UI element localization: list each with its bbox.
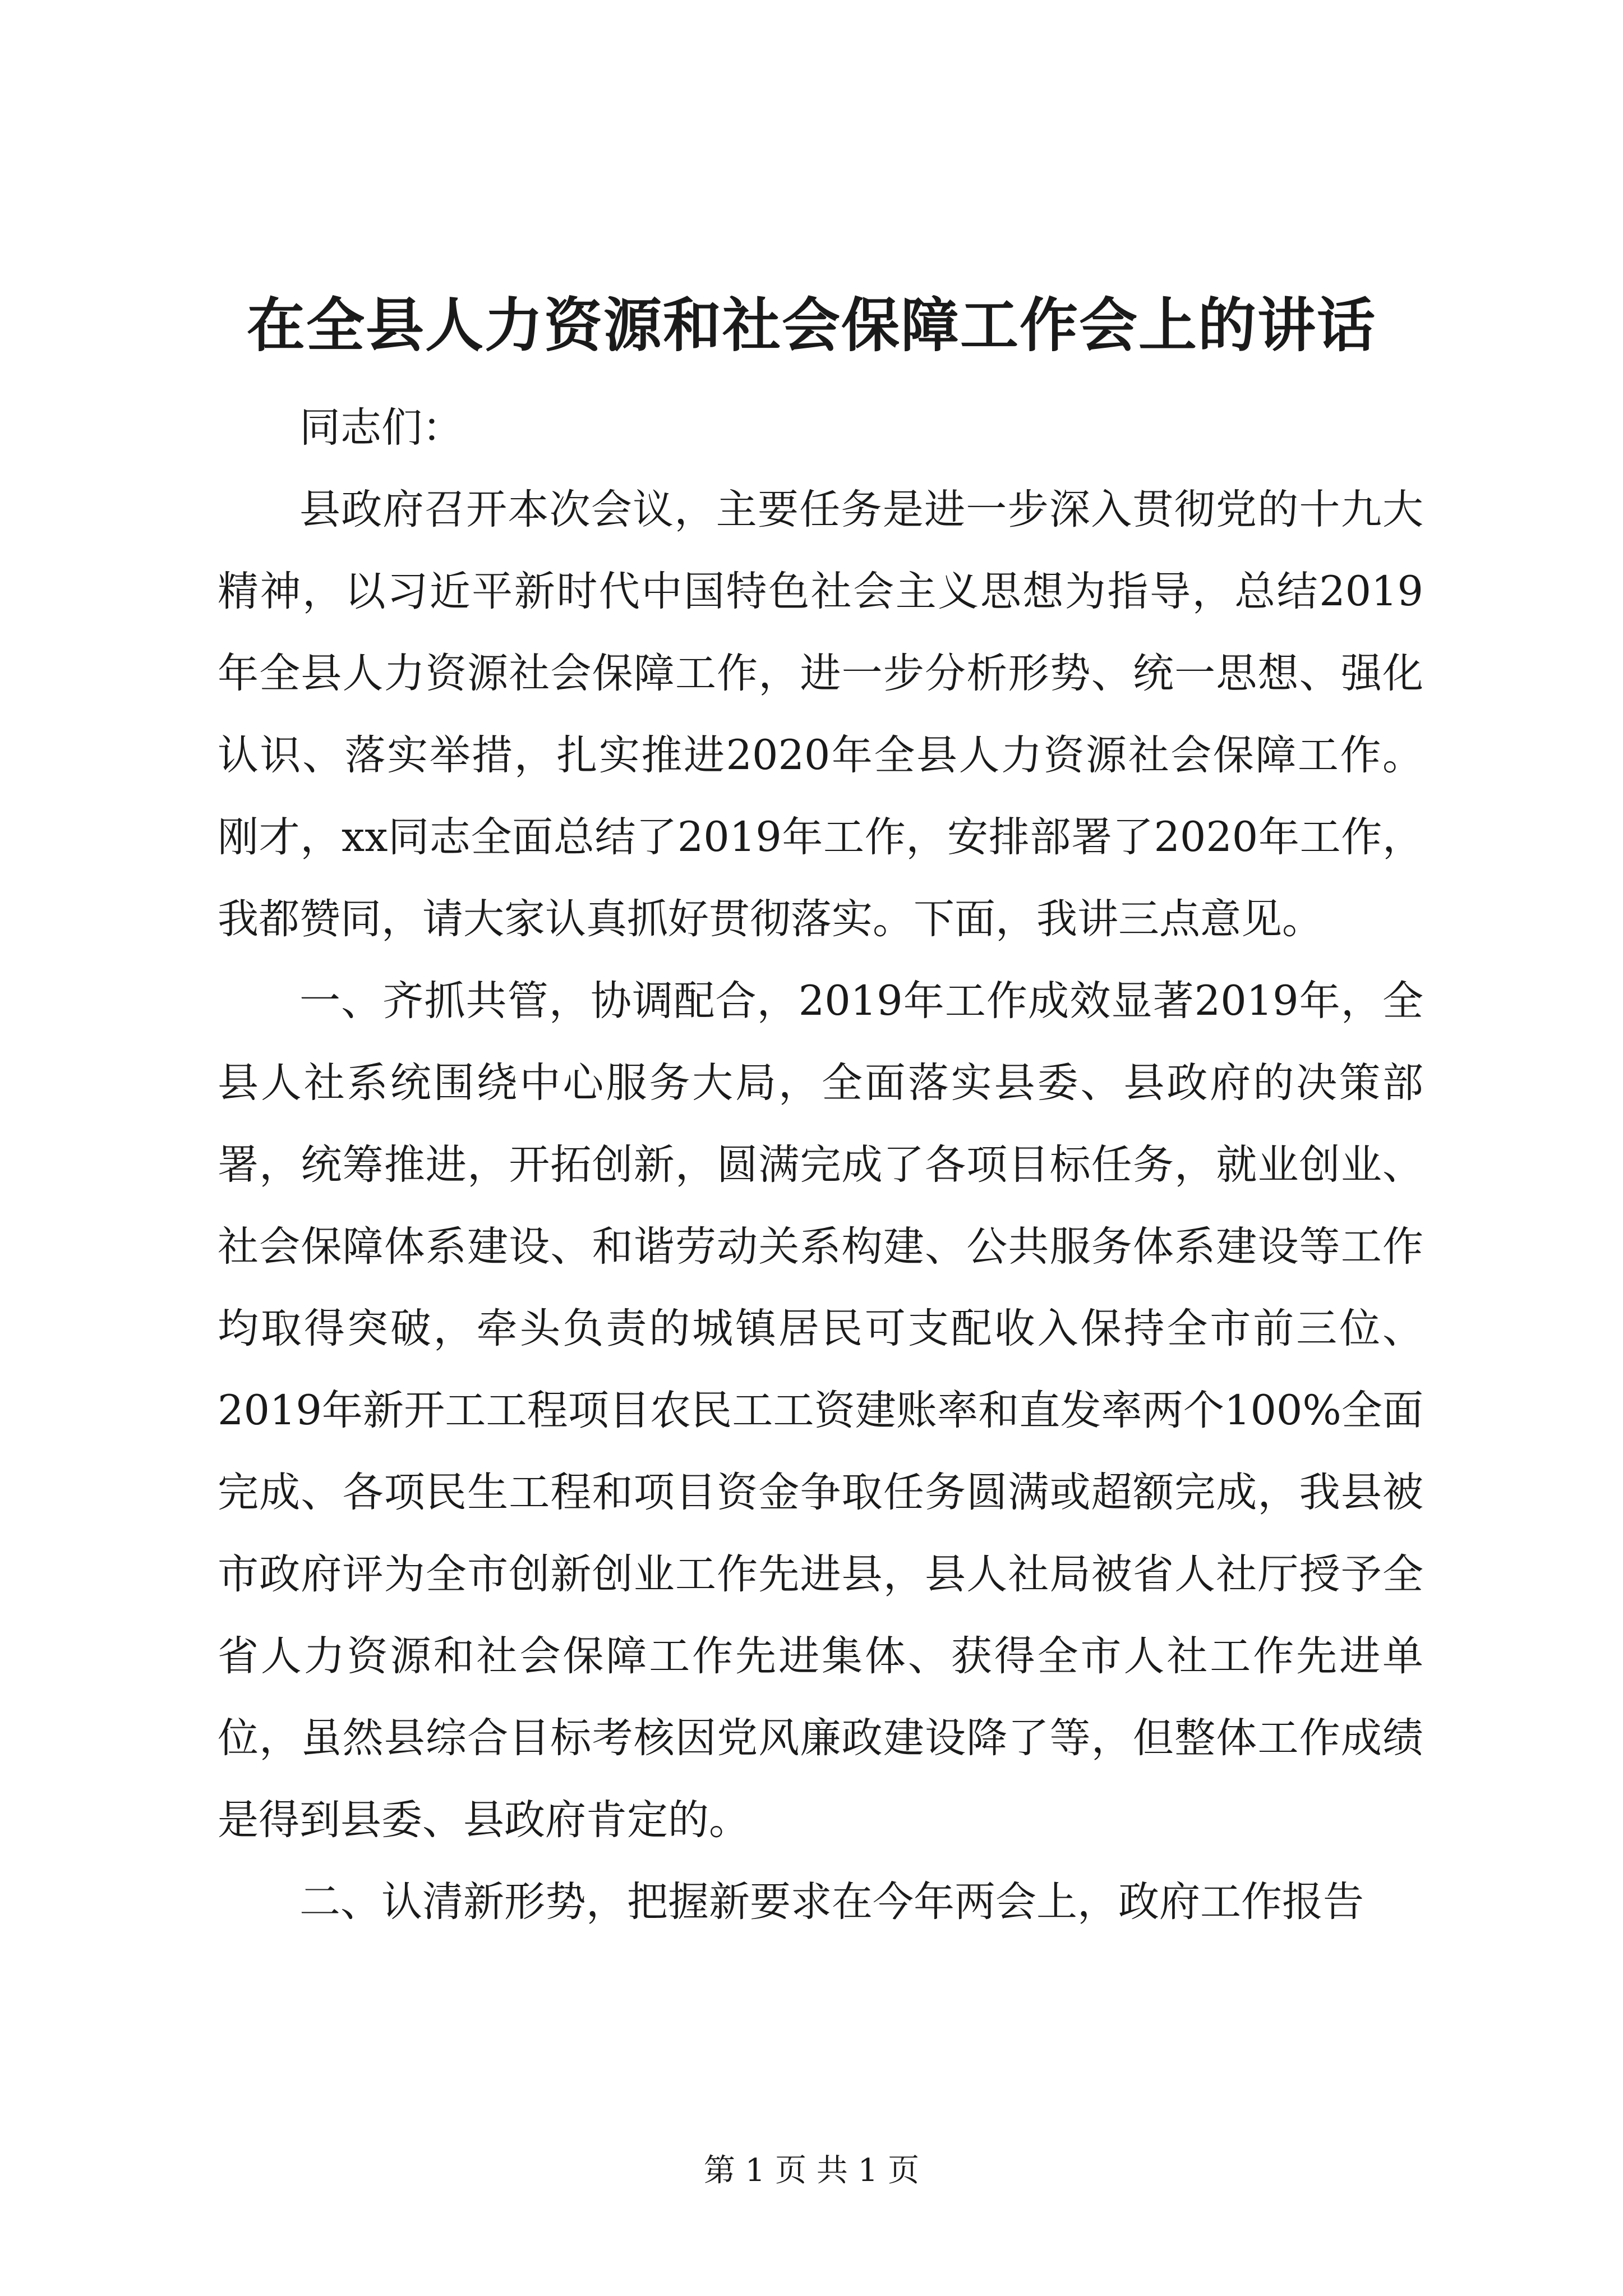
document-body <box>218 387 1423 1943</box>
paragraph-intro: 县政府召开本次会议，主要任务是进一步深入贯彻党的十九大精神，以习近平新时代中国特色社会主义思想为指导，总结2019年全县人力资源社会保障工作，进一步分析形势、统一思想、强化认识、落实举措，扎实推进2020年全县人力资源社会保障工作。刚才，xx同志全面总结了2019年工作，安排部署了2020年工作，我都赞同，请大家认真抓好贯彻落实。下面，我讲三点意见。 <box>218 486 1423 943</box>
document-title: 在全县人力资源和社会保障工作会上的讲话 <box>246 291 1376 360</box>
page-footer: 第 1 页 共 1 页 <box>703 2152 920 2189</box>
paragraph-section-two: 二、认清新形势，把握新要求在今年两会上，政府工作报告 <box>299 1878 1364 1926</box>
paragraph-section-one: 一、齐抓共管，协调配合，2019年工作成效显著2019年，全县人社系统围绕中心服务大局，全面落实县委、县政府的决策部署，统筹推进，开拓创新，圆满完成了各项目标任务，就业创业、社会保障体系建设、和谐劳动关系构建、公共服务体系建设等工作均取得突破，牵头负责的城镇居民可支配收入保持全市前三位、2019年新开工工程项目农民工工资建账率和直发率两个100%全面完成、各项民生工程和项目资金争取任务圆满或超额完成，我县被市政府评为全市创新创业工作先进县，县人社局被省人社厅授予全省人力资源和社会保障工作先进集体、获得全市人社工作先进单位，虽然县综合目标考核因党风廉政建设降了等，但整体工作成绩是得到县委、县政府肯定的。 <box>218 977 1423 1844</box>
greeting: 同志们： <box>299 404 463 452</box>
